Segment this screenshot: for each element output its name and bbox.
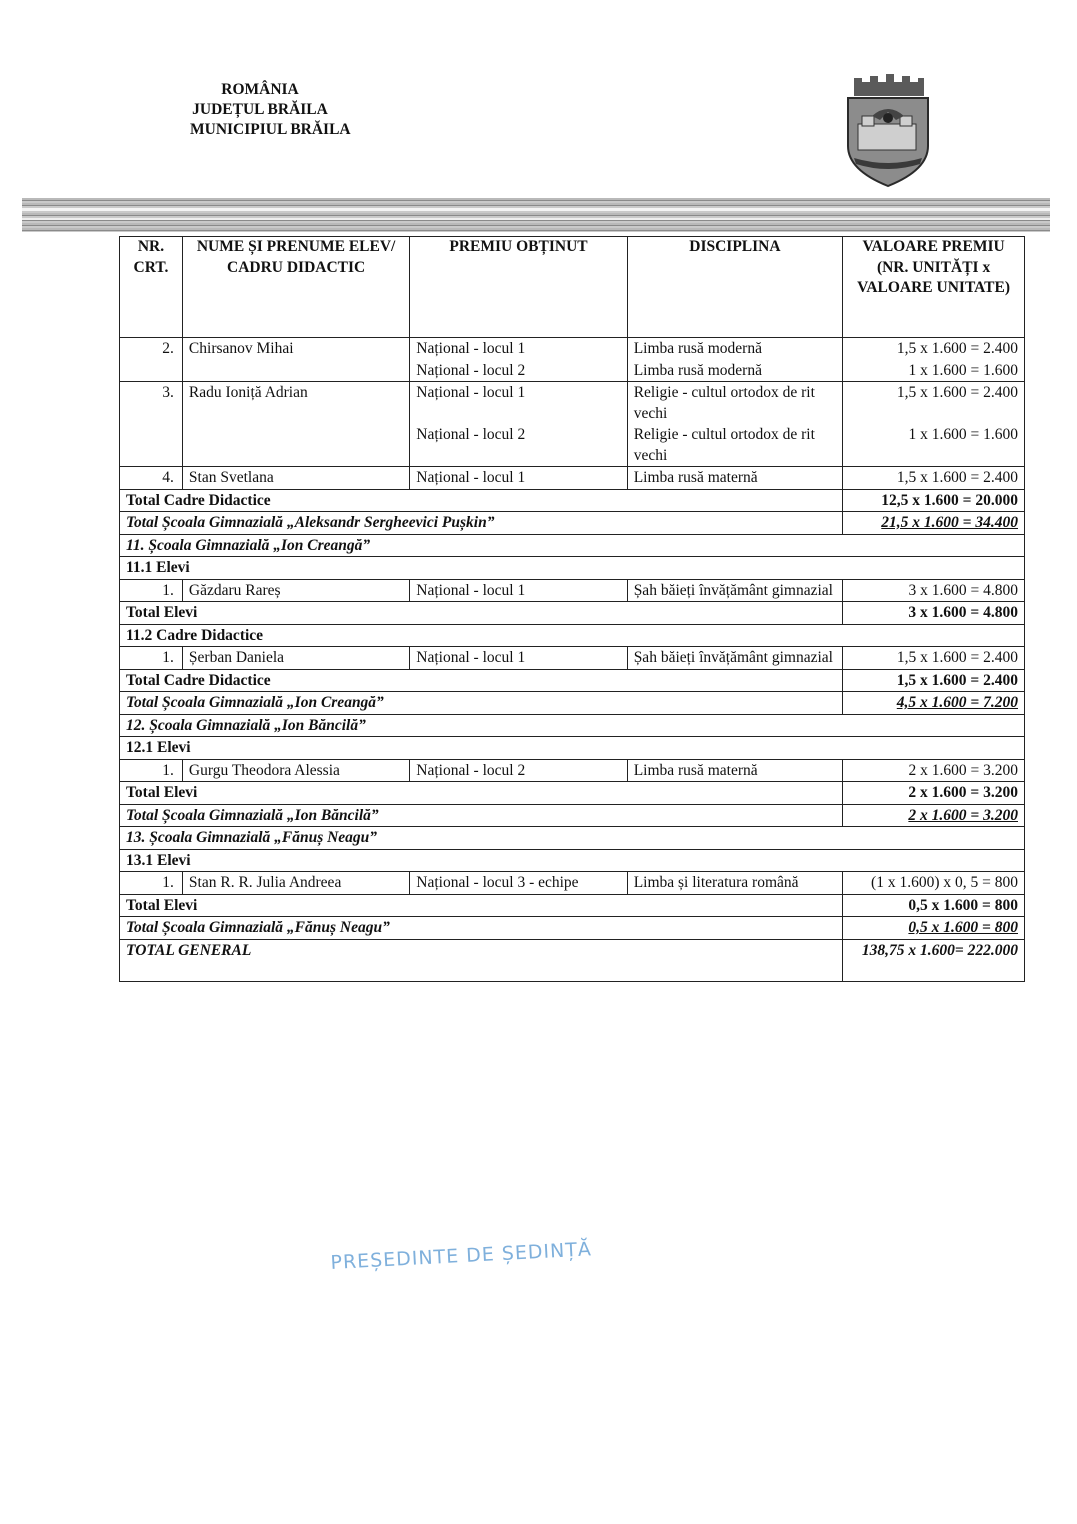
row-value: (1 x 1.600) x 0, 5 = 800: [843, 872, 1025, 895]
section-heading-row: [120, 534, 1025, 557]
row-value: 1,5 x 1.600 = 2.400: [843, 382, 1025, 425]
row-nr: 4.: [120, 467, 183, 490]
section-heading: 13. Școala Gimnazială „Fănuș Neagu”: [120, 827, 1025, 850]
table-row: [120, 338, 1025, 360]
col-header-prize: PREMIU OBȚINUT: [410, 237, 627, 338]
subsection-heading: 11.1 Elevi: [120, 557, 1025, 580]
row-name: Găzdaru Rareș: [182, 579, 409, 602]
subtotal-row: [120, 669, 1025, 692]
school-total-label: Total Școala Gimnazială „Fănuș Neagu”: [120, 917, 843, 940]
subtotal-row: [120, 602, 1025, 625]
row-name: Șerban Daniela: [182, 647, 409, 670]
row-discipline: Șah băieți învățământ gimnazial: [627, 647, 842, 670]
subtotal-label: Total Elevi: [120, 782, 843, 805]
subtotal-label: Total Cadre Didactice: [120, 669, 843, 692]
row-nr: 2.: [120, 338, 183, 382]
school-total-value: 21,5 x 1.600 = 34.400: [843, 512, 1025, 535]
subsection-heading: 13.1 Elevi: [120, 849, 1025, 872]
row-value: 1 x 1.600 = 1.600: [843, 424, 1025, 467]
row-discipline: Limba rusă modernă: [627, 360, 842, 382]
header-divider-band: [22, 198, 1050, 232]
school-total-value: 4,5 x 1.600 = 7.200: [843, 692, 1025, 715]
school-total-label: Total Școala Gimnazială „Ion Băncilă”: [120, 804, 843, 827]
section-heading: 11. Școala Gimnazială „Ion Creangă”: [120, 534, 1025, 557]
row-prize: Național - locul 1: [410, 467, 627, 490]
row-prize: Național - locul 2: [410, 759, 627, 782]
section-heading: 12. Școala Gimnazială „Ion Băncilă”: [120, 714, 1025, 737]
chairman-stamp: PREȘEDINTE DE ȘEDINȚĂ: [330, 1238, 593, 1274]
row-name: Chirsanov Mihai: [182, 338, 409, 382]
grand-total-label: TOTAL GENERAL: [120, 939, 843, 981]
school-total-row: [120, 512, 1025, 535]
grand-total-row: [120, 939, 1025, 981]
table-row: [120, 872, 1025, 895]
col-header-value: VALOARE PREMIU (NR. UNITĂȚI x VALOARE UNITATE): [843, 237, 1025, 338]
row-discipline: Limba și literatura română: [627, 872, 842, 895]
row-name: Stan R. R. Julia Andreea: [182, 872, 409, 895]
row-discipline: Religie - cultul ortodox de rit vechi: [627, 424, 842, 467]
row-prize: Național - locul 2: [410, 424, 627, 467]
row-prize: Național - locul 1: [410, 647, 627, 670]
school-total-value: 2 x 1.600 = 3.200: [843, 804, 1025, 827]
school-total-label: Total Școala Gimnazială „Ion Creangă”: [120, 692, 843, 715]
row-discipline: Șah băieți învățământ gimnazial: [627, 579, 842, 602]
header-municipality: MUNICIPIUL BRĂILA: [190, 121, 351, 138]
subtotal-label: Total Cadre Didactice: [120, 489, 843, 512]
row-prize: Național - locul 2: [410, 360, 627, 382]
document-header: [190, 80, 351, 140]
row-prize: Național - locul 1: [410, 579, 627, 602]
row-nr: 1.: [120, 579, 183, 602]
section-heading-row: [120, 714, 1025, 737]
school-total-row: [120, 804, 1025, 827]
row-value: 1,5 x 1.600 = 2.400: [843, 338, 1025, 360]
row-nr: 3.: [120, 382, 183, 467]
subtotal-label: Total Elevi: [120, 602, 843, 625]
row-value: 1,5 x 1.600 = 2.400: [843, 647, 1025, 670]
row-value: 2 x 1.600 = 3.200: [843, 759, 1025, 782]
row-nr: 1.: [120, 872, 183, 895]
subtotal-value: 2 x 1.600 = 3.200: [843, 782, 1025, 805]
subtotal-row: [120, 894, 1025, 917]
subtotal-value: 1,5 x 1.600 = 2.400: [843, 669, 1025, 692]
row-discipline: Limba rusă maternă: [627, 759, 842, 782]
table-row: [120, 467, 1025, 490]
subtotal-row: [120, 489, 1025, 512]
prizes-table: [119, 236, 1025, 982]
subtotal-label: Total Elevi: [120, 894, 843, 917]
row-name: Radu Ioniță Adrian: [182, 382, 409, 467]
col-header-name: NUME ȘI PRENUME ELEV/ CADRU DIDACTIC: [182, 237, 409, 338]
school-total-value: 0,5 x 1.600 = 800: [843, 917, 1025, 940]
row-discipline: Limba rusă modernă: [627, 338, 842, 360]
subsection-heading: 12.1 Elevi: [120, 737, 1025, 760]
row-prize: Național - locul 1: [410, 382, 627, 425]
row-value: 1,5 x 1.600 = 2.400: [843, 467, 1025, 490]
subsection-heading-row: [120, 737, 1025, 760]
subtotal-value: 3 x 1.600 = 4.800: [843, 602, 1025, 625]
subsection-heading: 11.2 Cadre Didactice: [120, 624, 1025, 647]
school-total-row: [120, 917, 1025, 940]
row-nr: 1.: [120, 647, 183, 670]
header-country: ROMÂNIA: [221, 81, 299, 98]
table-header-row: [120, 237, 1025, 338]
subtotal-value: 12,5 x 1.600 = 20.000: [843, 489, 1025, 512]
subtotal-value: 0,5 x 1.600 = 800: [843, 894, 1025, 917]
table-row: [120, 759, 1025, 782]
row-prize: Național - locul 3 - echipe: [410, 872, 627, 895]
school-total-label: Total Școala Gimnazială „Aleksandr Sergheevici Pușkin”: [120, 512, 843, 535]
row-discipline: Limba rusă maternă: [627, 467, 842, 490]
grand-total-value: 138,75 x 1.600= 222.000: [843, 939, 1025, 981]
table-row: [120, 579, 1025, 602]
subsection-heading-row: [120, 557, 1025, 580]
braila-coat-of-arms-icon: [842, 72, 932, 188]
row-discipline: Religie - cultul ortodox de rit vechi: [627, 382, 842, 425]
subsection-heading-row: [120, 849, 1025, 872]
table-row: [120, 382, 1025, 425]
col-header-nr: NR. CRT.: [120, 237, 183, 338]
school-total-row: [120, 692, 1025, 715]
col-header-discipline: DISCIPLINA: [627, 237, 842, 338]
row-name: Gurgu Theodora Alessia: [182, 759, 409, 782]
subtotal-row: [120, 782, 1025, 805]
row-prize: Național - locul 1: [410, 338, 627, 360]
subsection-heading-row: [120, 624, 1025, 647]
row-nr: 1.: [120, 759, 183, 782]
row-name: Stan Svetlana: [182, 467, 409, 490]
row-value: 3 x 1.600 = 4.800: [843, 579, 1025, 602]
header-county: JUDEȚUL BRĂILA: [192, 101, 328, 118]
table-row: [120, 647, 1025, 670]
row-value: 1 x 1.600 = 1.600: [843, 360, 1025, 382]
section-heading-row: [120, 827, 1025, 850]
